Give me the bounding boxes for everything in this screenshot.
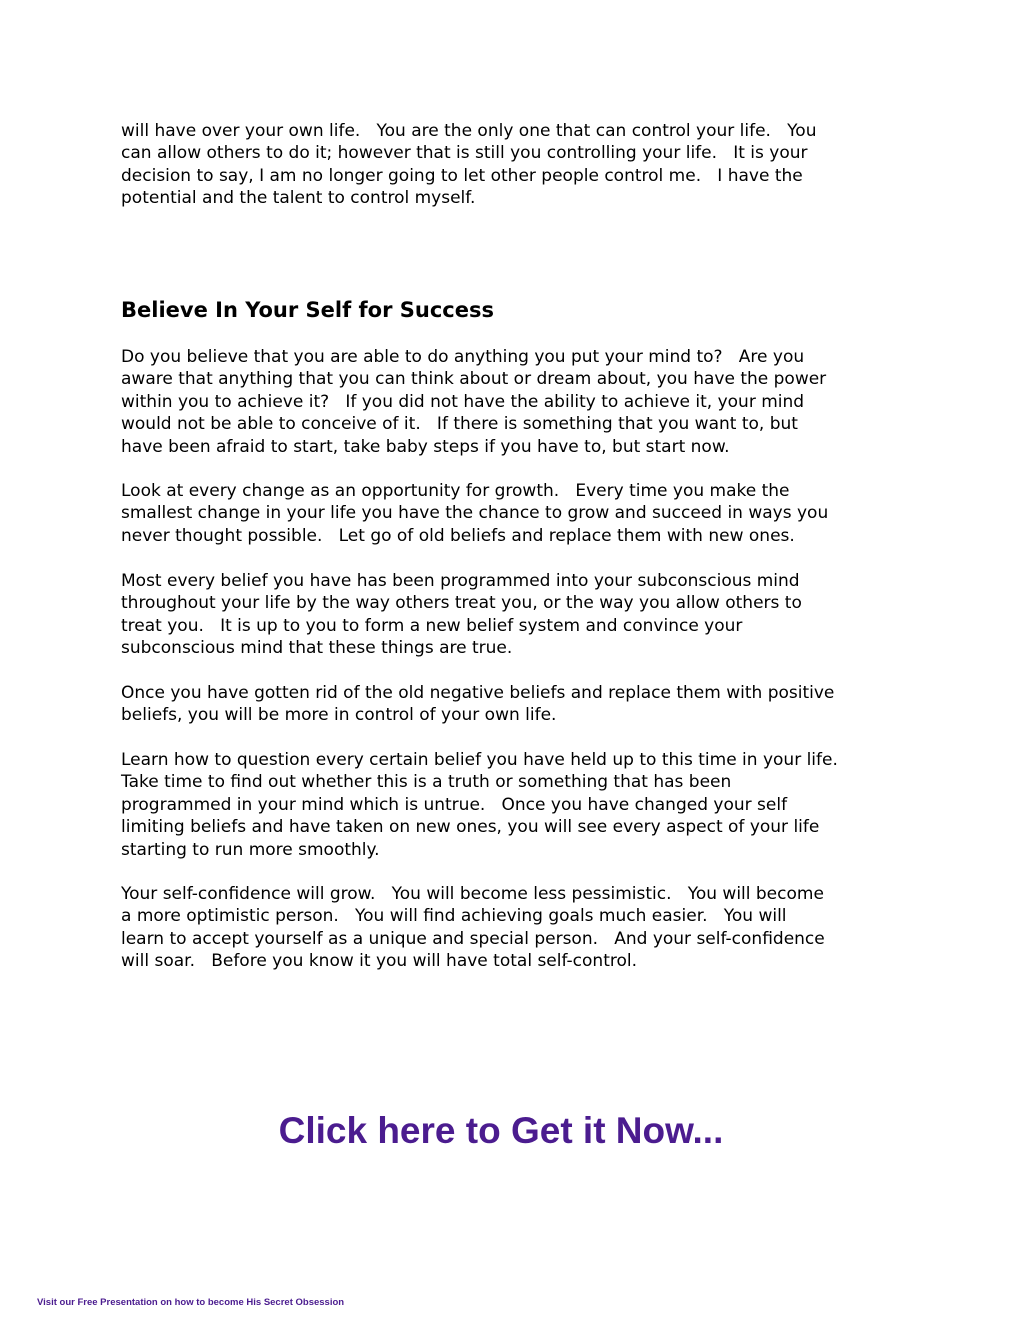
intro-paragraph: will have over your own life. You are the only one that can control your life. You can allow others to do it; however that is still you controlling your life. It is your decision to say, I am no longer going to let other people control me. I have the potential and the talent to control myself. (121, 121, 817, 209)
body-paragraph-5: Learn how to question every certain belief you have held up to this time in your life. Take time to find out whether this is a truth or something that has been programmed in your mind which is untrue. Once you have changed your self limiting beliefs and have taken on new ones, you will see every aspect of your life starting to run more smoothly. (121, 750, 838, 860)
body-paragraph-2: Look at every change as an opportunity for growth. Every time you make the smallest change in your life you have the chance to grow and succeed in ways you never thought possible. Let go of old beliefs and replace them with new ones. (121, 481, 829, 546)
section-heading: Believe In Your Self for Success (121, 298, 494, 322)
body-paragraph-6: Your self-confidence will grow. You will become less pessimistic. You will become a more optimistic person. You will find achieving goals much easier. You will learn to accept yourself as a unique and special person. And your self-confidence will soar. Before you know it you will have total self-control. (121, 884, 825, 972)
body-paragraph-1: Do you believe that you are able to do anything you put your mind to? Are you aware that anything that you can think about or dream about, you have the power within you to achieve it? If you did not have the ability to achieve it, your mind would not be able to conceive of it. If there is something that you want to, but have been afraid to start, take baby steps if you have to, but start now. (121, 347, 827, 457)
free-presentation-footer-link[interactable]: Visit our Free Presentation on how to become His Secret Obsession (37, 1297, 345, 1308)
body-paragraph-3: Most every belief you have has been programmed into your subconscious mind throughout your life by the way others treat you, or the way you allow others to treat you. It is up to you to form a new belief system and convince your subconscious mind that these things are true. (121, 571, 802, 659)
body-paragraph-4: Once you have gotten rid of the old negative beliefs and replace them with positive beliefs, you will be more in control of your own life. (121, 683, 835, 726)
get-it-now-link[interactable]: Click here to Get it Now... (278, 1110, 724, 1151)
